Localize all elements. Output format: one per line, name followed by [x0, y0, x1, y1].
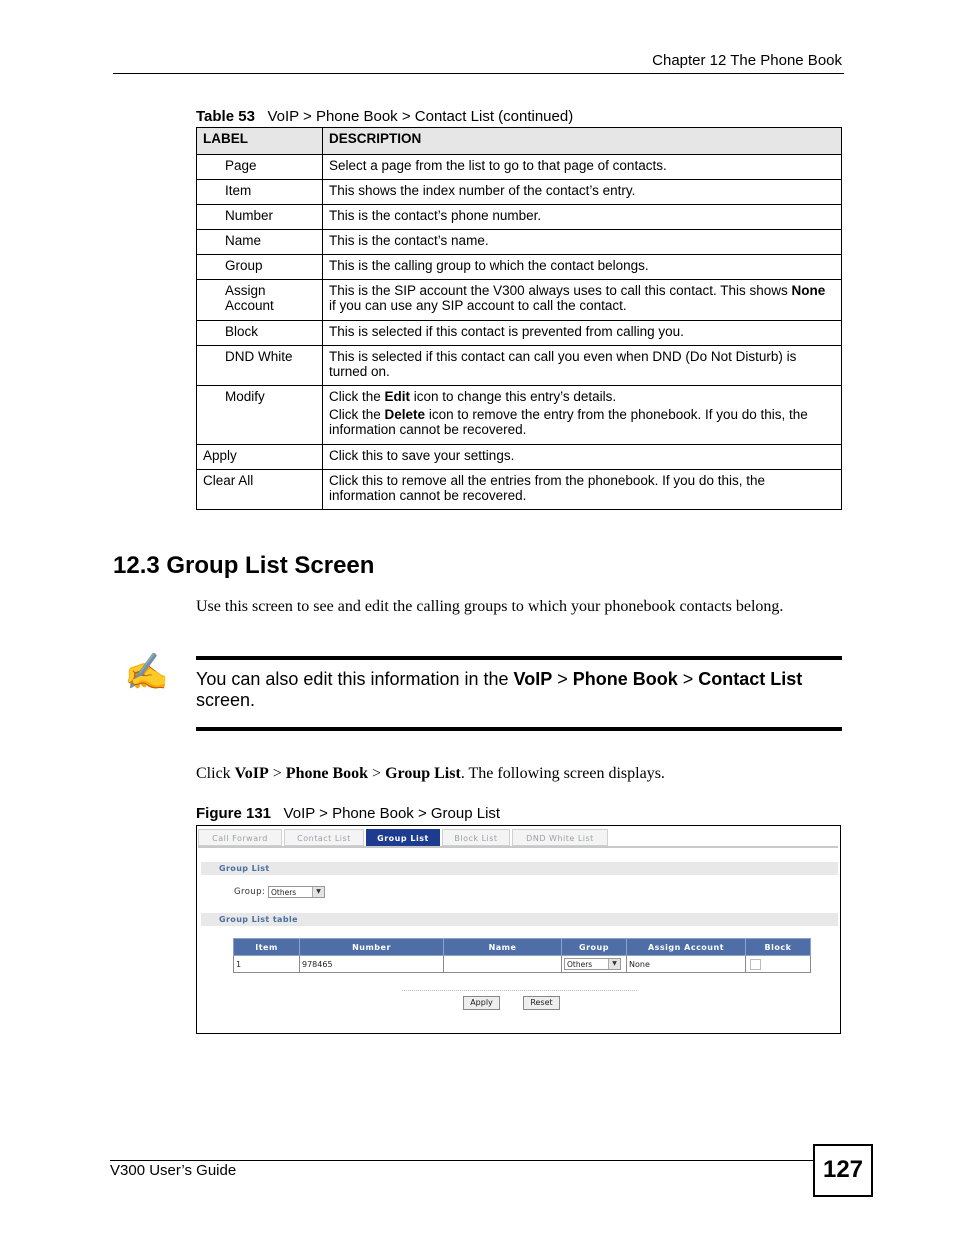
- note-sep: >: [552, 669, 573, 689]
- click-sep: >: [368, 765, 386, 782]
- cell-group: [562, 956, 627, 973]
- row-description: [323, 280, 842, 321]
- row-description: This is selected if this contact is prevented from calling you.: [323, 321, 842, 346]
- row-label: Group: [197, 255, 323, 280]
- table-row: [234, 956, 811, 973]
- note-bold: VoIP: [513, 669, 553, 689]
- reset-button[interactable]: Reset: [523, 996, 560, 1010]
- apply-button[interactable]: Apply: [463, 996, 500, 1010]
- row-description: This is selected if this contact can call you even when DND (Do Not Disturb) is turned on.: [323, 346, 842, 386]
- note-bottom-rule: [196, 727, 842, 731]
- header-rule: [113, 73, 844, 74]
- figure-number: Figure 131: [196, 805, 272, 822]
- cell-item: 1: [234, 956, 300, 973]
- tab-dnd-white-list[interactable]: DND White List: [512, 829, 608, 846]
- section-intro: Use this screen to see and edit the calling groups to which your phonebook contacts belong.: [196, 598, 784, 615]
- column-header-number: Number: [300, 939, 444, 956]
- chevron-down-icon: ▼: [312, 887, 324, 897]
- column-header-assign-account: Assign Account: [627, 939, 746, 956]
- group-table-header-row: [234, 939, 811, 956]
- pencil-note-icon: ✍: [124, 651, 169, 692]
- cell-assign-account: None: [627, 956, 746, 973]
- click-sep: >: [268, 765, 286, 782]
- table-number: Table 53: [196, 108, 255, 125]
- row-label: [197, 280, 323, 321]
- group-list-table: [233, 938, 811, 973]
- row-description: This is the contact’s phone number.: [323, 205, 842, 230]
- row-description: This is the calling group to which the contact belongs.: [323, 255, 842, 280]
- table-caption: [196, 108, 573, 125]
- row-label: Number: [197, 205, 323, 230]
- table-row: [197, 205, 842, 230]
- page-number: 127: [813, 1144, 873, 1197]
- figure-caption: [196, 805, 500, 822]
- tab-underline: [198, 846, 838, 848]
- section-title: 12.3 Group List Screen: [113, 552, 375, 579]
- table-row: [197, 386, 842, 445]
- row-description-bold: None: [791, 283, 826, 298]
- column-header-block: Block: [746, 939, 811, 956]
- column-header-name: Name: [444, 939, 562, 956]
- row-label: Item: [197, 180, 323, 205]
- click-text: . The following screen displays.: [460, 765, 665, 782]
- row-description: This is the contact’s name.: [323, 230, 842, 255]
- row-group-select-value: Others: [567, 960, 593, 969]
- column-header-item: Item: [234, 939, 300, 956]
- click-instruction: [196, 765, 665, 783]
- row-label-line2: Account: [225, 298, 274, 313]
- table-row: [197, 445, 842, 470]
- row-description-text: icon to change this entry’s details.: [410, 389, 617, 404]
- label-column-header: LABEL: [197, 128, 323, 155]
- click-bold: Phone Book: [285, 765, 369, 782]
- row-description: Select a page from the list to go to that page of contacts.: [323, 155, 842, 180]
- tab-contact-list[interactable]: Contact List: [284, 829, 364, 846]
- row-paragraph: [329, 407, 835, 437]
- chevron-down-icon: ▼: [608, 959, 620, 969]
- table-header-row: [197, 128, 842, 155]
- row-label: Apply: [197, 445, 323, 470]
- row-description-text: Click the: [329, 389, 385, 404]
- table-row: [197, 346, 842, 386]
- table-row: [197, 230, 842, 255]
- table-row: [197, 180, 842, 205]
- column-header-group: Group: [562, 939, 627, 956]
- table-title: VoIP > Phone Book > Contact List (continued): [267, 108, 574, 125]
- row-description-bold: Delete: [384, 407, 426, 422]
- note-bold: Contact List: [698, 669, 803, 689]
- row-description-bold: Edit: [384, 389, 411, 404]
- cell-block: [746, 956, 811, 973]
- click-text: Click: [196, 765, 235, 782]
- row-label: DND White: [197, 346, 323, 386]
- tab-bar: [198, 828, 838, 847]
- row-label: Block: [197, 321, 323, 346]
- row-description-text: if you can use any SIP account to call the contact.: [329, 298, 627, 313]
- table-row: [197, 155, 842, 180]
- note-text: [196, 669, 842, 711]
- note-text-part: You can also edit this information in the: [196, 669, 514, 689]
- row-label: Page: [197, 155, 323, 180]
- table-row: [197, 321, 842, 346]
- note-top-rule: [196, 656, 842, 660]
- cell-name: [444, 956, 562, 973]
- row-label: Clear All: [197, 470, 323, 510]
- figure-title: VoIP > Phone Book > Group List: [283, 805, 501, 822]
- description-column-header: DESCRIPTION: [323, 128, 842, 155]
- group-select-value: Others: [271, 888, 297, 897]
- group-label: Group:: [234, 887, 266, 897]
- row-description-text: Click the: [329, 407, 385, 422]
- group-list-table-section-header: Group List table: [201, 913, 838, 926]
- row-label-line1: Assign: [225, 283, 266, 298]
- table-row: [197, 255, 842, 280]
- footer-rule: [110, 1160, 813, 1161]
- row-description-text: This is the SIP account the V300 always uses to call this contact. This shows: [329, 283, 788, 298]
- tab-block-list[interactable]: Block List: [442, 829, 510, 846]
- block-checkbox[interactable]: [750, 959, 761, 970]
- table-row: [197, 470, 842, 510]
- row-label: Modify: [197, 386, 323, 445]
- click-bold: Group List: [385, 765, 461, 782]
- row-group-select[interactable]: [564, 958, 621, 970]
- note-sep: >: [677, 669, 699, 689]
- row-description: [323, 386, 842, 445]
- dotted-divider: [402, 990, 637, 991]
- note-text-part: screen.: [196, 690, 256, 710]
- chapter-header: Chapter 12 The Phone Book: [652, 52, 842, 69]
- tab-call-forward[interactable]: Call Forward: [198, 829, 282, 846]
- row-label: Name: [197, 230, 323, 255]
- row-description: This shows the index number of the contact’s entry.: [323, 180, 842, 205]
- row-paragraph: [329, 389, 835, 404]
- group-list-screenshot: [196, 825, 841, 1034]
- table-row: [197, 280, 842, 321]
- note-bold: Phone Book: [572, 669, 678, 689]
- row-description: Click this to save your settings.: [323, 445, 842, 470]
- group-select[interactable]: [268, 886, 325, 898]
- group-list-section-header: Group List: [201, 862, 838, 875]
- row-description: Click this to remove all the entries from the phonebook. If you do this, the information cannot be recovered.: [323, 470, 842, 510]
- cell-number: 978465: [300, 956, 444, 973]
- row-description-text: icon to remove the entry from the phonebook. If you do this, the information cannot be recovered.: [329, 407, 808, 437]
- tab-group-list[interactable]: Group List: [366, 829, 440, 846]
- contact-list-table: [196, 127, 842, 510]
- footer-guide-title: V300 User’s Guide: [110, 1162, 237, 1179]
- click-bold: VoIP: [234, 765, 269, 782]
